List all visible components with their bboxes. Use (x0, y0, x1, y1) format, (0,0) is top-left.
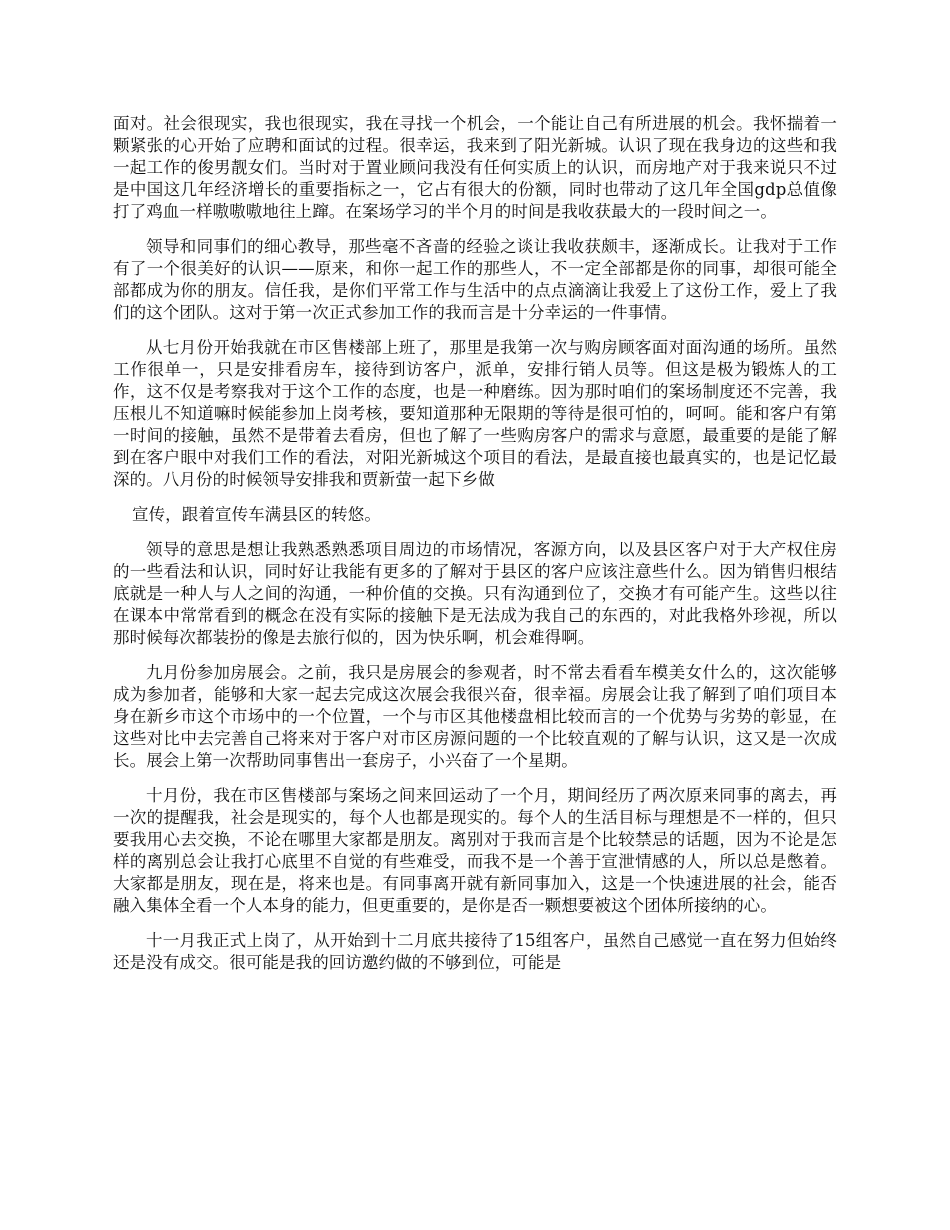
paragraph-1: 面对。社会很现实，我也很现实，我在寻找一个机会，一个能让自己有所进展的机会。我怀揣着一颗紧张的心开始了应聘和面试的过程。很幸运，我来到了阳光新城。认识了现在我身边的这些和我一起工作的俊男靓女们。当时对于置业顾问我没有任何实质上的认识，而房地产对于我来说只不过是中国这几年经济增长的重要指标之一，它占有很大的份额，同时也带动了这几年全国gdp总值像打了鸡血一样嗷嗷嗷地往上蹿。在案场学习的半个月的时间是我收获最大的一段时间之一。 (113, 114, 837, 222)
paragraph-7: 十月份，我在市区售楼部与案场之间来回运动了一个月，期间经历了两次原来同事的离去，再一次的提醒我，社会是现实的，每个人也都是现实的。每个人的生活目标与理想是不一样的，但只要我用心去交换，不论在哪里大家都是朋友。离别对于我而言是个比较禁忌的话题，因为不论是怎样的离别总会让我打心底里不自觉的有些难受，而我不是一个善于宣泄情感的人，所以总是憋着。大家都是朋友，现在是，将来也是。有同事离开就有新同事加入，这是一个快速进展的社会，能否融入集体全看一个人本身的能力，但更重要的，是你是否一颗想要被这个团体所接纳的心。 (113, 785, 837, 915)
paragraph-2: 领导和同事们的细心教导，那些毫不吝啬的经验之谈让我收获颇丰，逐渐成长。让我对于工作有了一个很美好的认识——原来，和你一起工作的那些人，不一定全部都是你的同事，却很可能全部都成为你的朋友。信任我，是你们平常工作与生活中的点点滴滴让我爱上了这份工作，爱上了我们的这个团队。这对于第一次正式参加工作的我而言是十分幸运的一件事情。 (113, 236, 837, 323)
document-body (113, 113, 837, 986)
paragraph-8: 十一月我正式上岗了，从开始到十二月底共接待了15组客户，虽然自己感觉一直在努力但始终还是没有成交。很可能是我的回访邀约做的不够到位，可能是 (113, 930, 837, 972)
paragraph-4: 宣传，跟着宣传车满县区的转悠。 (131, 505, 381, 524)
paragraph-3: 从七月份开始我就在市区售楼部上班了，那里是我第一次与购房顾客面对面沟通的场所。虽然工作很单一，只是安排看房车，接待到访客户，派单，安排行销人员等。但这是极为锻炼人的工作，这不仅是考察我对于这个工作的态度，也是一种磨练。因为那时咱们的案场制度还不完善，我压根儿不知道嘛时候能参加上岗考核，要知道那种无限期的等待是很可怕的，呵呵。能和客户有第一时间的接触，虽然不是带着去看房，但也了解了一些购房客户的需求与意愿，最重要的是能了解到在客户眼中对我们工作的看法，对阳光新城这个项目的看法，是最直接也最真实的，也是记忆最深的。八月份的时候领导安排我和贾新萤一起下乡做 (113, 337, 837, 490)
paragraph-6: 九月份参加房展会。之前，我只是房展会的参观者，时不常去看看车模美女什么的，这次能够成为参加者，能够和大家一起去完成这次展会我很兴奋，很幸福。房展会让我了解到了咱们项目本身在新乡市这个市场中的一个位置，一个与市区其他楼盘相比较而言的一个优势与劣势的彰显，在这些对比中去完善自己将来对于客户对市区房源问题的一个比较直观的了解与认识，这又是一次成长。展会上第一次帮助同事售出一套房子，小兴奋了一个星期。 (113, 662, 837, 770)
paragraph-5: 领导的意思是想让我熟悉熟悉项目周边的市场情况，客源方向，以及县区客户对于大产权住房的一些看法和认识，同时好让我能有更多的了解对于县区的客户应该注意些什么。因为销售归根结底就是一种人与人之间的沟通，一种价值的交换。只有沟通到位了，交换才有可能产生。这些以往在课本中常常看到的概念在没有实际的接触下是无法成为我自己的东西的，对此我格外珍视，所以那时候每次都装扮的像是去旅行似的，因为快乐啊，机会难得啊。 (113, 539, 837, 647)
